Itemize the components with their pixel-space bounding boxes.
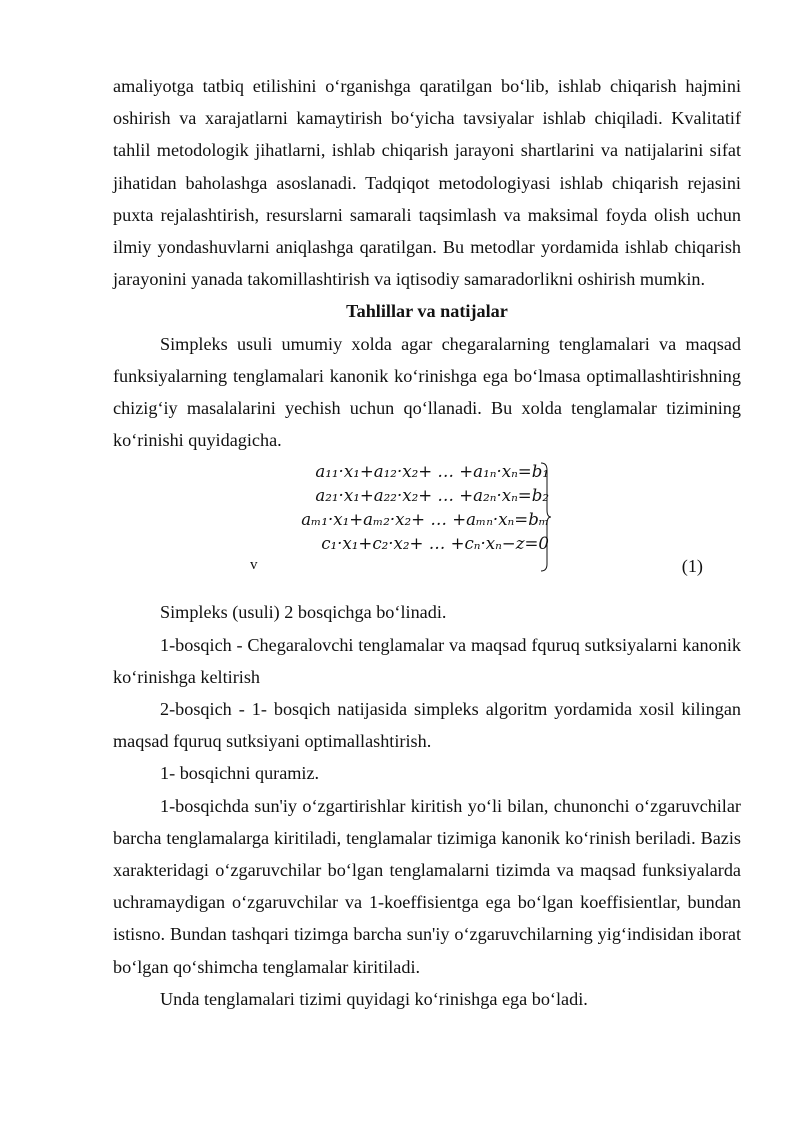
- document-page: [113, 70, 741, 1015]
- paragraph-system-form: Unda tenglamalari tizimi quyidagi ko‘rinishga ega bo‘ladi.: [160, 988, 588, 1009]
- paragraph-stage-1: 1-bosqich - Chegaralovchi tenglamalar va maqsad fquruq sutksiyalarni kanonik ko‘rinishga keltirish: [113, 634, 741, 687]
- equation-line-4: c₁·x₁+c₂·x₂+ … +cₙ·xₙ−z=0: [321, 534, 549, 554]
- right-brace-icon: [540, 462, 552, 572]
- equation-marker: v: [250, 557, 258, 574]
- section-heading: Tahlillar va natijalar: [346, 301, 508, 322]
- equation-line-2: a₂₁·x₁+a₂₂·x₂+ … +a₂ₙ·xₙ=b₂: [315, 486, 549, 506]
- equation-lines: [253, 460, 549, 556]
- equation-number: (1): [681, 556, 703, 577]
- paragraph-simplex-intro: Simpleks usuli umumiy xolda agar chegaralarning tenglamalari va maqsad funksiyalarning tenglamalari kanonik ko‘rinishga ega bo‘lmasa optimallashtirishning chizig‘iy masalalarini yechish uchun qo‘llanadi. Bu xolda tenglamalar tizimining ko‘rinishi quyidagicha.: [113, 333, 741, 451]
- paragraph-stage-2: 2-bosqich - 1- bosqich natijasida simpleks algoritm yordamida xosil kilingan maqsad fquruq sutksiyani optimallashtirish.: [113, 699, 741, 752]
- paragraph-stage-1-details: 1-bosqichda sun'iy o‘zgartirishlar kiritish yo‘li bilan, chunonchi o‘zgaruvchilar barcha tenglamalarga kiritiladi, tenglamalar tizimiga kanonik ko‘rinish beriladi. Bazis xarakteridagi o‘zgaruvchilar bo‘lgan tenglamalarni tizimda va maqsad funksiyalarda uchramaydigan o‘zgaruvchilar va 1-koeffisientga ega bo‘lgan koeffisientlar, bundan istisno. Bundan tashqari tizimga barcha sun'iy o‘zgaruvchilarning yig‘indisidan iborat bo‘lgan qo‘shimcha tenglamalar kiritiladi.: [113, 795, 741, 977]
- equation-line-1: a₁₁·x₁+a₁₂·x₂+ … +a₁ₙ·xₙ=b₁: [315, 462, 549, 482]
- paragraph-build-stage-1: 1- bosqichni quramiz.: [160, 763, 320, 784]
- paragraph-stages: Simpleks (usuli) 2 bosqichga bo‘linadi.: [160, 602, 447, 623]
- equation-line-3: aₘ₁·x₁+aₘ₂·x₂+ … +aₘₙ·xₙ=bₘ: [301, 510, 549, 530]
- equation-system: [113, 456, 741, 596]
- paragraph-intro: amaliyotga tatbiq etilishini o‘rganishga qaratilgan bo‘lib, ishlab chiqarish hajmini oshirish va xarajatlarni kamaytirish bo‘yicha tavsiyalar ishlab chiqiladi. Kvalitatif tahlil metodologik jihatlarni, ishlab chiqarish jarayoni shartlarini va natijalarini sifat jihatidan baholashga asoslanadi. Tadqiqot metodologiyasi ishlab chiqarish rejasini puxta rejalashtirish, resurslarni samarali taqsimlash va maksimal foyda olish uchun ilmiy yondashuvlarni aniqlashga qaratilgan. Bu metodlar yordamida ishlab chiqarish jarayonini yanada takomillashtirish va iqtisodiy samaradorlikni oshirish mumkin.: [113, 76, 741, 290]
